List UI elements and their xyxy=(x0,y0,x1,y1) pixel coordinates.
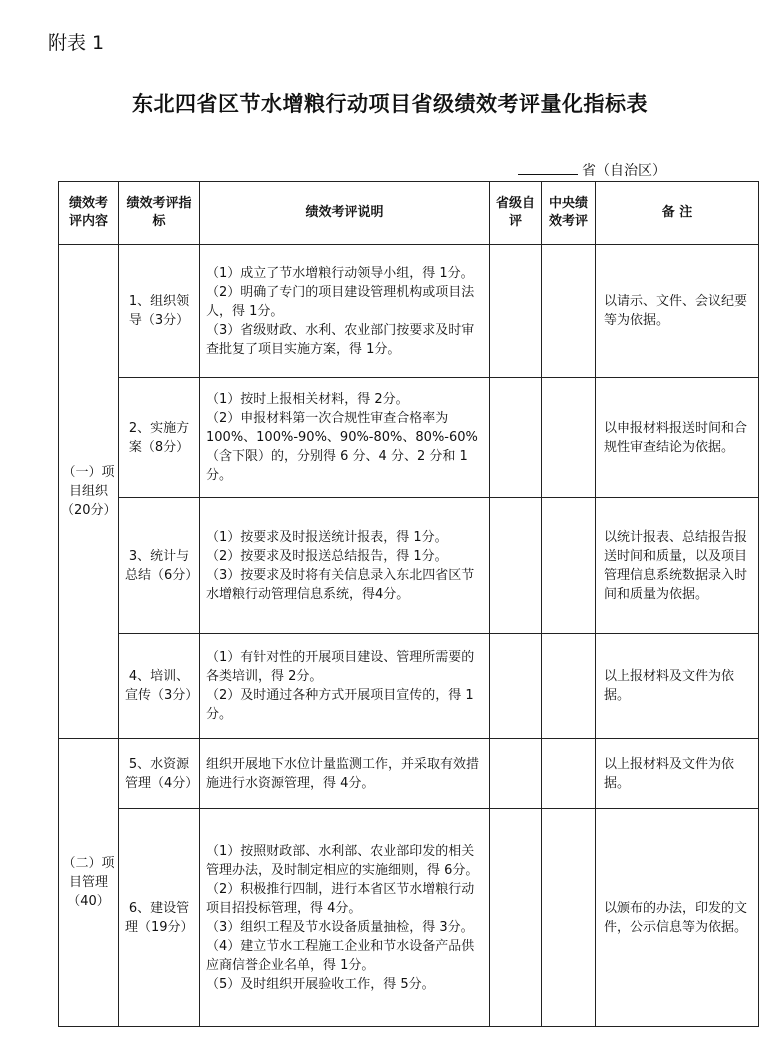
central-score-cell xyxy=(542,498,596,634)
description-line: （3）省级财政、水利、农业部门按要求及时审查批复了项目实施方案，得 1分。 xyxy=(206,322,475,357)
central-score-cell xyxy=(542,739,596,809)
table-row xyxy=(59,634,759,739)
central-score-cell xyxy=(542,378,596,498)
indicator-description xyxy=(200,809,490,1027)
header-row xyxy=(59,182,759,245)
note-cell: 以上报材料及文件为依据。 xyxy=(596,739,759,809)
table-row xyxy=(59,739,759,809)
indicator-description xyxy=(200,739,490,809)
province-label: 省（自治区） xyxy=(582,163,666,179)
table-row xyxy=(59,378,759,498)
central-score-cell xyxy=(542,245,596,378)
table-row xyxy=(59,498,759,634)
description-line: （2）及时通过各种方式开展项目宣传的，得 1分。 xyxy=(206,688,474,722)
note-cell: 以颁布的办法，印发的文件，公示信息等为依据。 xyxy=(596,809,759,1027)
indicator-label: 6、建设管理（19分） xyxy=(119,809,200,1027)
description-line: （2）积极推行四制，进行本省区节水增粮行动项目招投标管理，得 4分。 xyxy=(206,881,475,916)
description-line: （2）明确了专门的项目建设管理机构或项目法人，得 1分。 xyxy=(206,284,475,319)
description-line: （3）组织工程及节水设备质量抽检，得 3分。 xyxy=(206,919,474,935)
self-score-cell xyxy=(490,498,542,634)
document-title: 东北四省区节水增粮行动项目省级绩效考评量化指标表 xyxy=(132,92,648,116)
description-line: （5）及时组织开展验收工作，得 5分。 xyxy=(206,976,435,992)
annex-label: 附表 1 xyxy=(48,32,105,54)
note-cell: 以申报材料报送时间和合规性审查结论为依据。 xyxy=(596,378,759,498)
description-line: （3）按要求及时将有关信息录入东北四省区节水增粮行动管理信息系统，得4分。 xyxy=(206,567,475,602)
col-header-content: 绩效考评内容 xyxy=(59,182,119,245)
indicator-label: 1、组织领导（3分） xyxy=(119,245,200,378)
indicator-label: 4、培训、宣传（3分） xyxy=(119,634,200,739)
col-header-note: 备 注 xyxy=(596,182,759,245)
description-line: （1）成立了节水增粮行动领导小组，得 1分。 xyxy=(206,265,474,281)
group-label: （二）项目管理（40） xyxy=(59,739,119,1027)
self-score-cell xyxy=(490,634,542,739)
central-score-cell xyxy=(542,809,596,1027)
note-cell: 以上报材料及文件为依据。 xyxy=(596,634,759,739)
description-line: （4）建立节水工程施工企业和节水设备产品供应商信誉企业名单，得 1分。 xyxy=(206,938,475,973)
col-header-self: 省级自评 xyxy=(490,182,542,245)
self-score-cell xyxy=(490,809,542,1027)
indicator-label: 3、统计与总结（6分） xyxy=(119,498,200,634)
group-label: （一）项目组织（20分） xyxy=(59,245,119,739)
province-field xyxy=(518,160,666,180)
indicator-description xyxy=(200,245,490,378)
col-header-desc: 绩效考评说明 xyxy=(200,182,490,245)
description-line: （1）按照财政部、水利部、农业部印发的相关管理办法，及时制定相应的实施细则，得 6分。 xyxy=(206,843,479,878)
province-blank xyxy=(518,174,578,175)
note-cell: 以统计报表、总结报告报送时间和质量，以及项目管理信息系统数据录入时间和质量为依据。 xyxy=(596,498,759,634)
self-score-cell xyxy=(490,378,542,498)
description-line: （1）有针对性的开展项目建设、管理所需要的各类培训，得 2分。 xyxy=(206,650,475,684)
indicator-table xyxy=(58,181,759,1027)
table-row xyxy=(59,245,759,378)
col-header-index: 绩效考评指标 xyxy=(119,182,200,245)
note-cell: 以请示、文件、会议纪要等为依据。 xyxy=(596,245,759,378)
description-line: 组织开展地下水位计量监测工作，并采取有效措施进行水资源管理，得 4分。 xyxy=(206,756,480,791)
indicator-description xyxy=(200,498,490,634)
self-score-cell xyxy=(490,739,542,809)
col-header-central: 中央绩效考评 xyxy=(542,182,596,245)
description-line: （1）按要求及时报送统计报表，得 1分。 xyxy=(206,529,448,545)
description-line: （2）申报材料第一次合规性审查合格率为 100%、100%-90%、90%-80%、80%-60%（含下限）的，分别得 6 分、4 分、2 分和 1分。 xyxy=(206,411,478,483)
indicator-label: 2、实施方案（8分） xyxy=(119,378,200,498)
self-score-cell xyxy=(490,245,542,378)
central-score-cell xyxy=(542,634,596,739)
indicator-label: 5、水资源管理（4分） xyxy=(119,739,200,809)
description-line: （1）按时上报相关材料，得 2分。 xyxy=(206,392,409,407)
indicator-description xyxy=(200,378,490,498)
table-row xyxy=(59,809,759,1027)
description-line: （2）按要求及时报送总结报告，得 1分。 xyxy=(206,548,448,564)
indicator-description xyxy=(200,634,490,739)
